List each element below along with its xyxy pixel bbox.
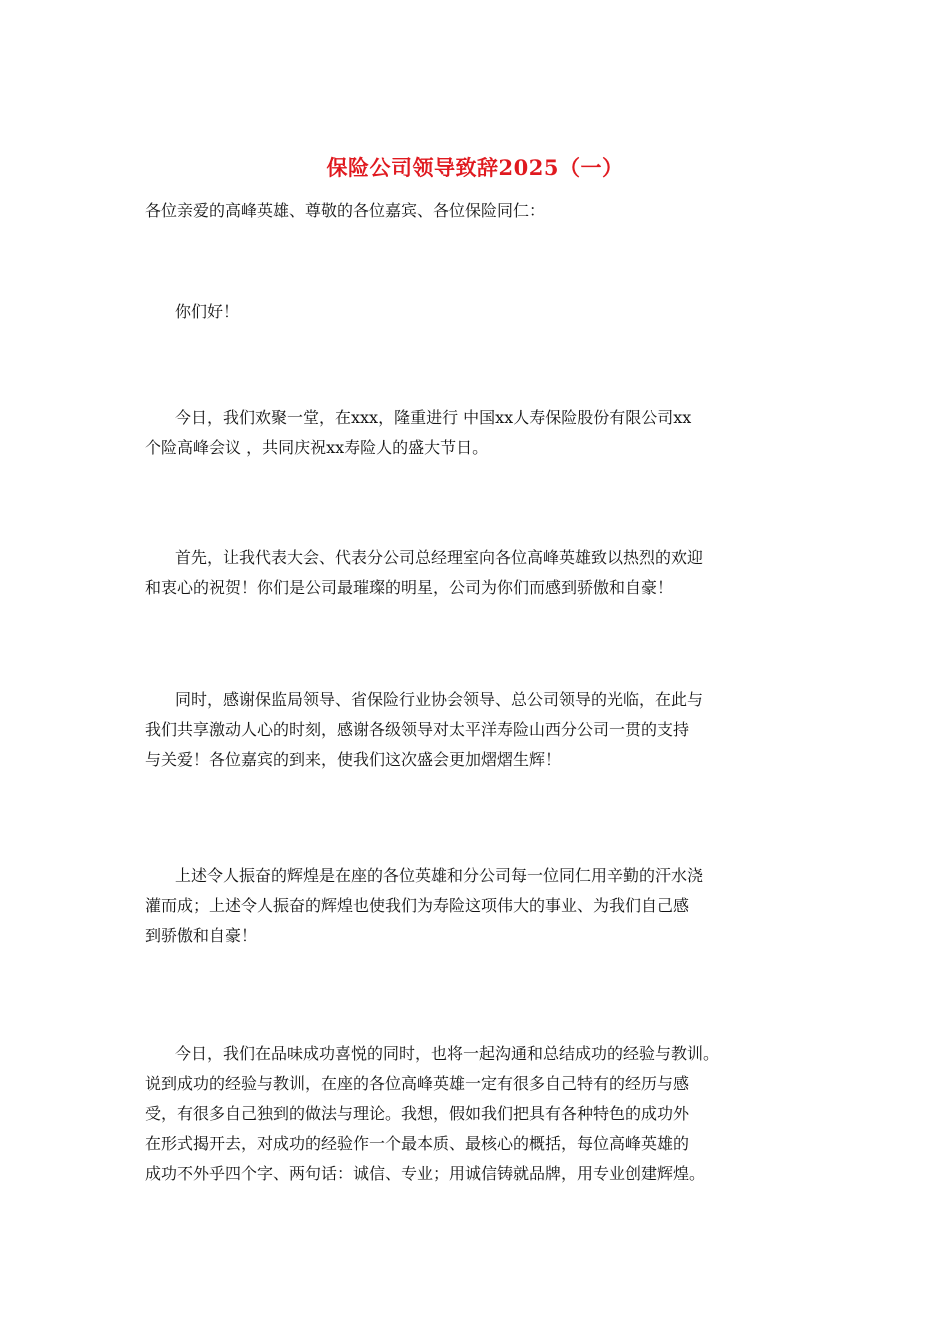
paragraph-line: 受，有很多自己独到的做法与理论。我想，假如我们把具有各种特色的成功外 [145, 1104, 690, 1123]
paragraph-line: 灌而成；上述令人振奋的辉煌也使我们为寿险这项伟大的事业、为我们自己感 [145, 896, 690, 915]
paragraph-line: 今日，我们在品味成功喜悦的同时，也将一起沟通和总结成功的经验与教训。 [175, 1044, 720, 1063]
greeting-line: 你们好！ [175, 302, 240, 321]
paragraph-5 [145, 1039, 815, 1189]
paragraph-line: 上述令人振奋的辉煌是在座的各位英雄和分公司每一位同仁用辛勤的汗水浇 [175, 866, 704, 885]
paragraph-3 [145, 685, 815, 775]
paragraph-1 [145, 403, 815, 463]
greeting [145, 297, 815, 327]
document-title: 保险公司领导致辞2025（一） [326, 155, 624, 180]
paragraph-line: 与关爱！各位嘉宾的到来，使我们这次盛会更加熠熠生辉！ [145, 750, 562, 769]
paragraph-2 [145, 543, 815, 603]
paragraph-line: 我们共享激动人心的时刻，感谢各级领导对太平洋寿险山西分公司一贯的支持 [145, 720, 690, 739]
paragraph-line: 首先，让我代表大会、代表分公司总经理室向各位高峰英雄致以热烈的欢迎 [175, 548, 704, 567]
paragraph-line: 同时，感谢保监局领导、省保险行业协会领导、总公司领导的光临，在此与 [175, 690, 704, 709]
paragraph-line: 成功不外乎四个字、两句话：诚信、专业；用诚信铸就品牌，用专业创建辉煌。 [145, 1164, 706, 1183]
paragraph-line: 和衷心的祝贺！你们是公司最璀璨的明星，公司为你们而感到骄傲和自豪！ [145, 578, 674, 597]
paragraph-line: 在形式揭开去，对成功的经验作一个最本质、最核心的概括，每位高峰英雄的 [145, 1134, 690, 1153]
paragraph-4 [145, 861, 815, 951]
paragraph-line: 个险高峰会议 ，共同庆祝xx寿险人的盛大节日。 [145, 438, 489, 457]
paragraph-line: 说到成功的经验与教训，在座的各位高峰英雄一定有很多自己特有的经历与感 [145, 1074, 690, 1093]
salutation [145, 196, 815, 226]
paragraph-line: 今日，我们欢聚一堂，在xxx，隆重进行 中国xx人寿保险股份有限公司xx [175, 408, 692, 427]
paragraph-line: 到骄傲和自豪！ [145, 926, 258, 945]
salutation-line: 各位亲爱的高峰英雄、尊敬的各位嘉宾、各位保险同仁： [145, 201, 546, 220]
